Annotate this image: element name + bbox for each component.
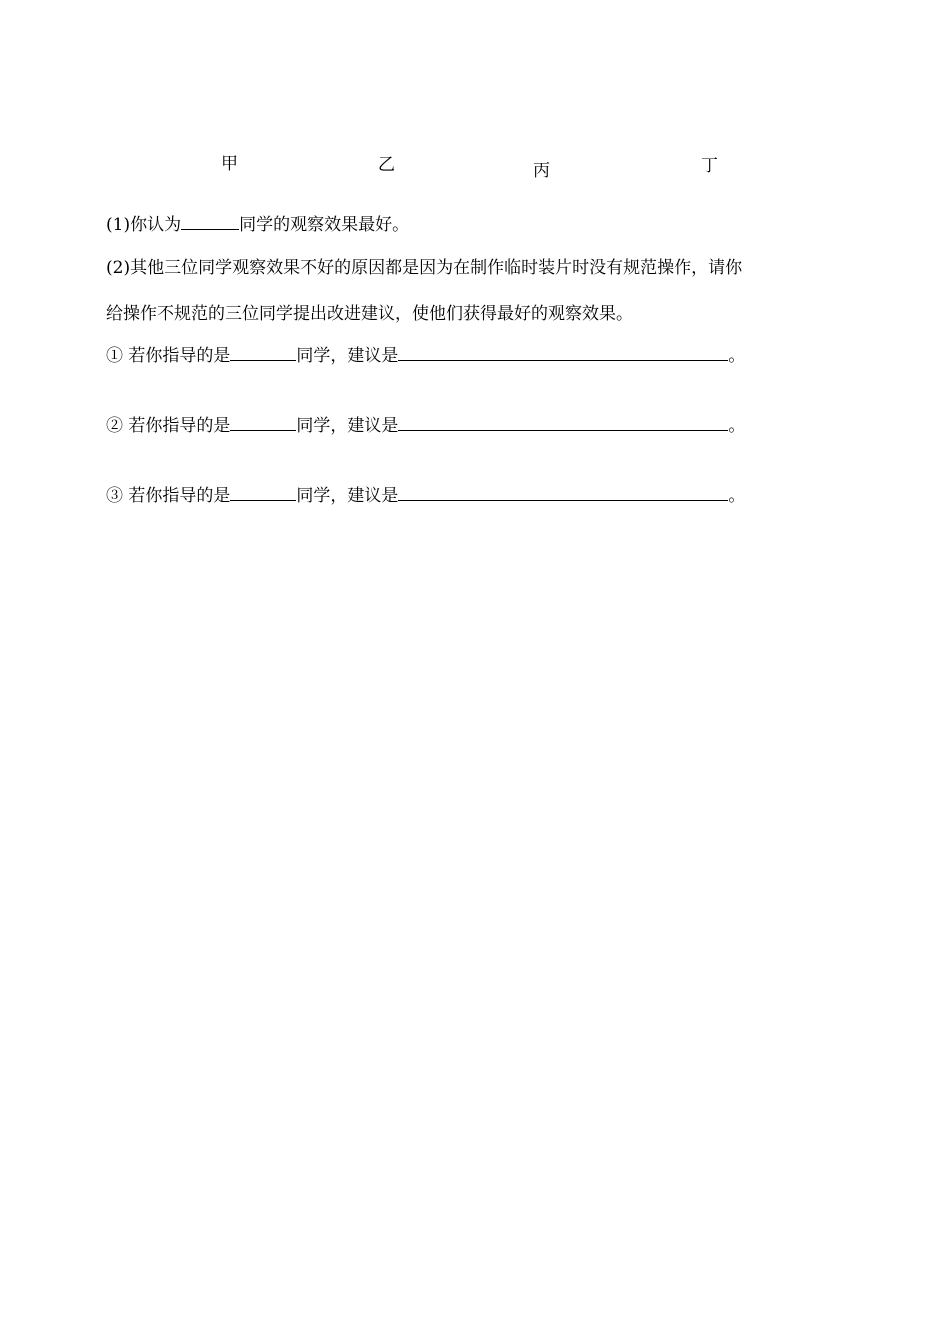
suggestion-item-1	[106, 344, 745, 367]
q1-prefix: (1)你认为	[106, 215, 182, 235]
q1-suffix: 同学的观察效果最好。	[239, 215, 410, 235]
question-2-line-1: (2)其他三位同学观察效果不好的原因都是因为在制作临时装片时没有规范操作，请你	[106, 258, 743, 278]
suggestion-blank[interactable]	[398, 344, 728, 361]
item-prefix: 若你指导的是	[128, 346, 231, 366]
q1-answer-blank[interactable]	[181, 213, 239, 230]
label-bing: 丙	[533, 161, 550, 181]
item-end: 。	[728, 346, 746, 366]
item-marker: ①	[106, 346, 123, 366]
item-prefix: 若你指导的是	[128, 416, 231, 436]
suggestion-blank[interactable]	[398, 484, 728, 501]
label-yi: 乙	[378, 155, 395, 175]
item-middle: 同学，建议是	[296, 486, 399, 506]
student-name-blank[interactable]	[230, 414, 296, 431]
label-ding: 丁	[701, 156, 718, 176]
item-end: 。	[728, 416, 746, 436]
item-marker: ②	[106, 416, 123, 436]
question-1	[106, 213, 409, 236]
suggestion-item-2	[106, 414, 745, 437]
item-middle: 同学，建议是	[296, 416, 399, 436]
student-name-blank[interactable]	[230, 344, 296, 361]
item-marker: ③	[106, 486, 123, 506]
suggestion-item-3	[106, 484, 745, 507]
item-end: 。	[728, 486, 746, 506]
item-middle: 同学，建议是	[296, 346, 399, 366]
suggestion-blank[interactable]	[398, 414, 728, 431]
student-name-blank[interactable]	[230, 484, 296, 501]
question-2-line-2: 给操作不规范的三位同学提出改进建议，使他们获得最好的观察效果。	[106, 304, 633, 324]
label-jia: 甲	[221, 154, 238, 174]
item-prefix: 若你指导的是	[128, 486, 231, 506]
